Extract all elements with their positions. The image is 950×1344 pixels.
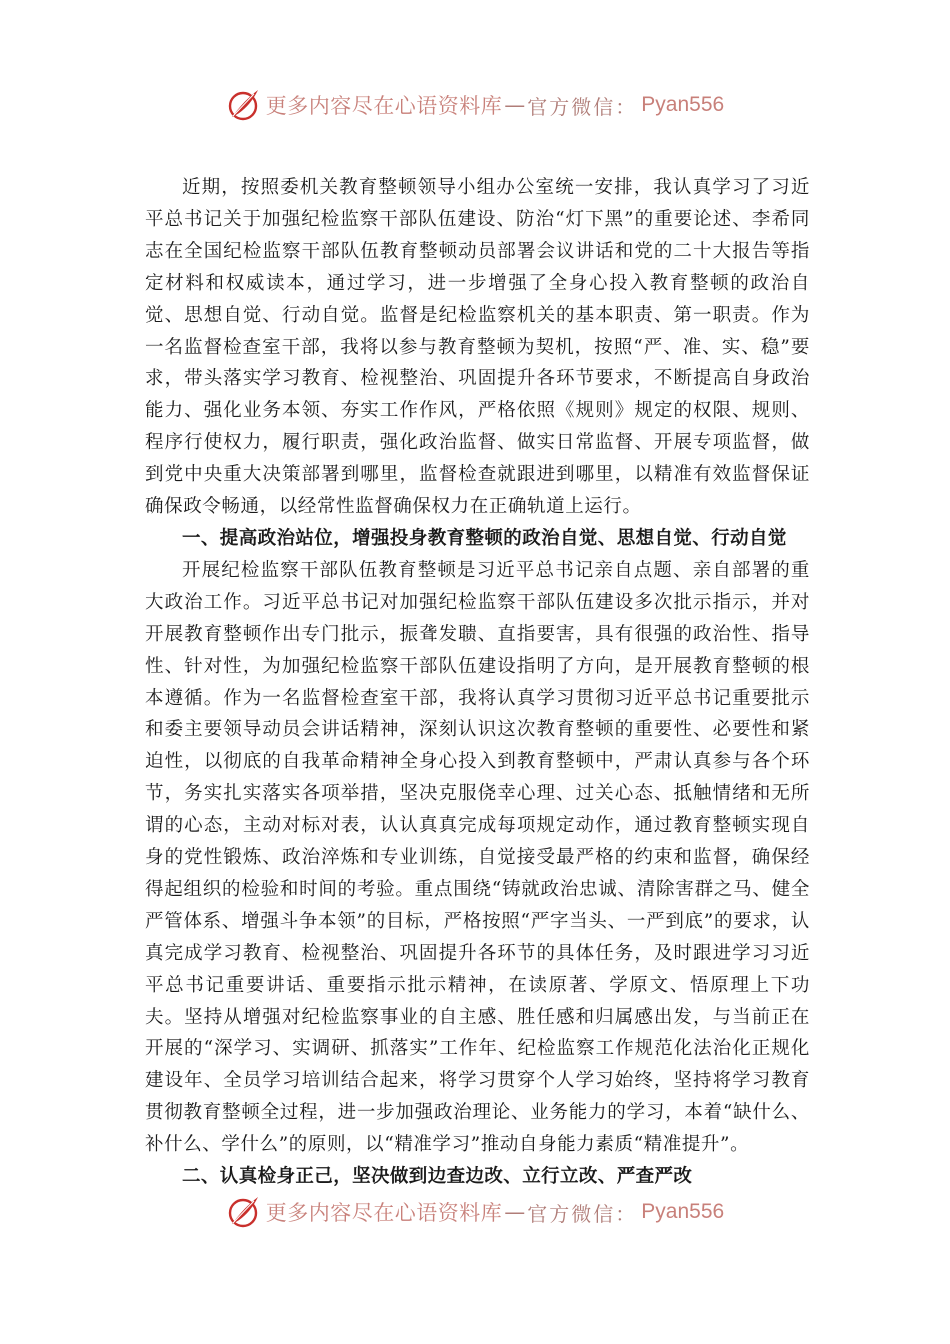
section-heading-2: 二、认真检身正己，坚决做到边查边改、立行立改、严查严改: [182, 1166, 693, 1188]
watermark-wechat-id: Pyan556: [641, 93, 725, 116]
watermark-banner-top: [0, 83, 950, 127]
watermark-title: 更多内容尽在心语资料库: [265, 1201, 503, 1225]
section-heading-1: 一、提高政治站位，增强投身教育整顿的政治自觉、思想自觉、行动自觉: [182, 527, 787, 549]
watermark-title: 更多内容尽在心语资料库: [265, 94, 503, 118]
feather-logo-icon: [226, 1194, 262, 1230]
intro-paragraph: 近期，按照委机关教育整顿领导小组办公室统一安排，我认真学习了习近平总书记关于加强纪检监察干部队伍建设、防治“灯下黑”的重要论述、李希同志在全国纪检监察干部队伍教育整顿动员部署会议讲话和党的二十大报告等指定材料和权威读本，通过学习，进一步增强了全身心投入教育整顿的政治自觉、思想自觉、行动自觉。监督是纪检监察机关的基本职责、第一职责。作为一名监督检查室干部，我将以参与教育整顿为契机，按照“严、准、实、稳”要求，带头落实学习教育、检视整治、巩固提升各环节要求，不断提高自身政治能力、强化业务本领、夯实工作作风，严格依照《规则》规定的权限、规则、程序行使权力，履行职责，强化政治监督、做实日常监督、开展专项监督，做到党中央重大决策部署到哪里，监督检查就跟进到哪里，以精准有效监督保证确保政令畅通，以经常性监督确保权力在正确轨道上运行。: [145, 177, 810, 518]
watermark-banner-bottom: [0, 1190, 950, 1234]
watermark-wechat-id: Pyan556: [641, 1200, 725, 1223]
section-1-paragraph: 开展纪检监察干部队伍教育整顿是习近平总书记亲自点题、亲自部署的重大政治工作。习近平总书记对加强纪检监察干部队伍建设多次批示指示，并对开展教育整顿作出专门批示，振聋发聩、直指要害，具有很强的政治性、指导性、针对性，为加强纪检监察干部队伍建设指明了方向，是开展教育整顿的根本遵循。作为一名监督检查室干部，我将认真学习贯彻习近平总书记重要批示和委主要领导动员会讲话精神，深刻认识这次教育整顿的重要性、必要性和紧迫性，以彻底的自我革命精神全身心投入到教育整顿中，严肃认真参与各个环节，务实扎实落实各项举措，坚决克服侥幸心理、过关心态、抵触情绪和无所谓的心态，主动对标对表，认认真真完成每项规定动作，通过教育整顿实现自身的党性锻炼、政治淬炼和专业训练，自觉接受最严格的约束和监督，确保经得起组织的检验和时间的考验。重点围绕“铸就政治忠诚、清除害群之马、健全严管体系、增强斗争本领”的目标，严格按照“严字当头、一严到底”的要求，认真完成学习教育、检视整治、巩固提升各环节的具体任务，及时跟进学习习近平总书记重要讲话、重要指示批示精神，在读原著、学原文、悟原理上下功夫。坚持从增强对纪检监察事业的自主感、胜任感和归属感出发，与当前正在开展的“深学习、实调研、抓落实”工作年、纪检监察工作规范化法治化正规化建设年、全员学习培训结合起来，将学习贯穿个人学习始终，坚持将学习教育贯彻教育整顿全过程，进一步加强政治理论、业务能力的学习，本着“缺什么、补什么、学什么”的原则，以“精准学习”推动自身能力素质“精准提升”。: [145, 559, 810, 1156]
watermark-dash: —: [504, 93, 526, 117]
watermark-dash: —: [504, 1200, 526, 1224]
feather-logo-icon: [226, 87, 262, 123]
watermark-wechat-label: 官方微信：: [527, 1201, 638, 1226]
document-body: [145, 172, 810, 1193]
watermark-wechat-label: 官方微信：: [527, 94, 638, 119]
